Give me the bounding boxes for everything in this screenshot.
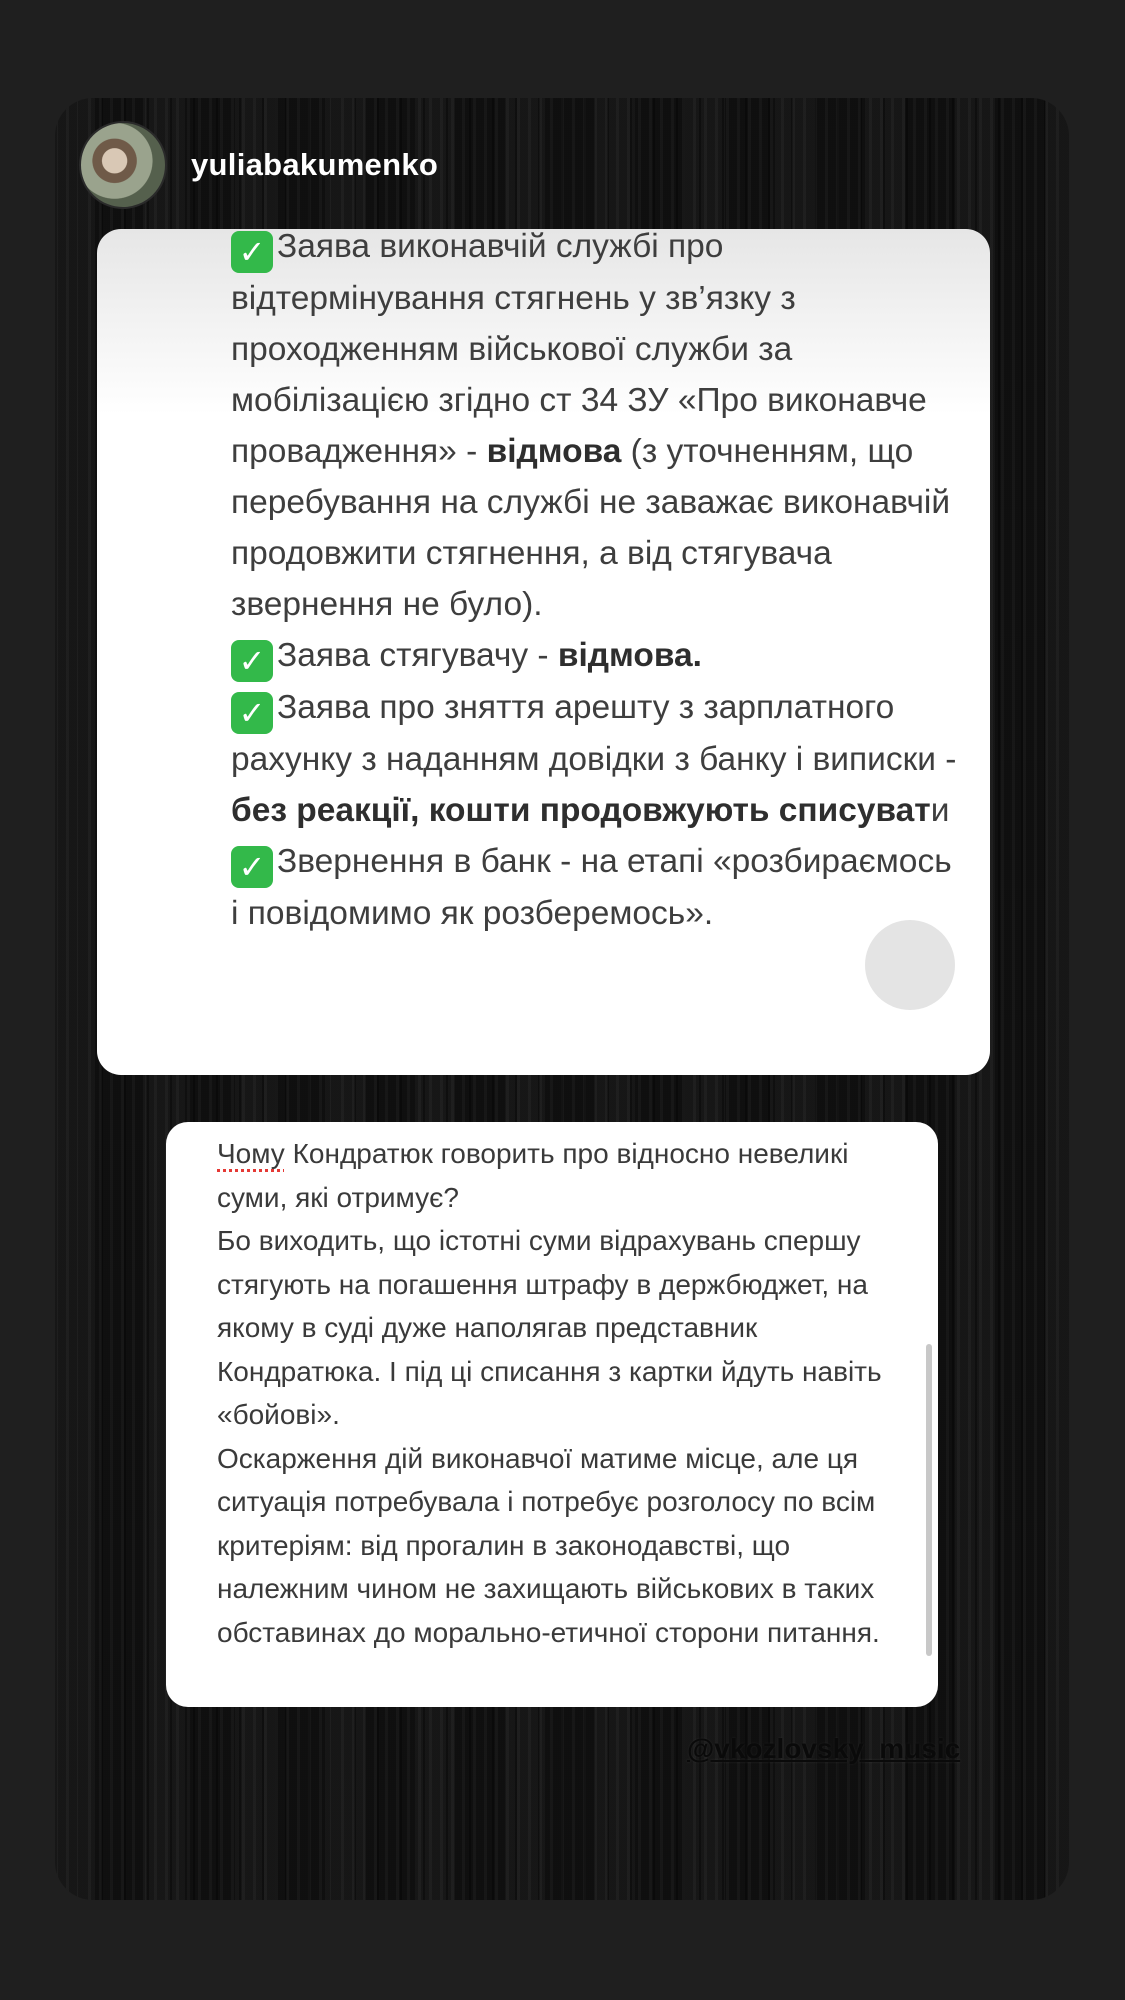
check-mark-icon: ✓	[231, 846, 273, 888]
story-header	[79, 122, 438, 208]
card1-text	[231, 229, 961, 939]
card1-item-1	[231, 229, 961, 630]
card1-item-1-bold: відмова	[486, 433, 622, 470]
username[interactable]: yuliabakumenko	[191, 147, 439, 182]
card2-para-1	[217, 1132, 922, 1219]
card1-item-4-text: Звернення в банк - на етапі «розбираємось і повідомимо як розберемось».	[231, 843, 952, 932]
corner-circle-decoration	[865, 920, 955, 1010]
check-mark-icon: ✓	[231, 640, 273, 682]
card2-para-3: Оскарження дій виконавчої матиме місце, але ця ситуація потребувала і потребує розголосу по всім критеріям: від прогалин в законодавстві, що належним чином не захищають військових в таких обставинах до морально-етичної сторони питання.	[217, 1442, 880, 1648]
screenshot-card-2	[166, 1122, 938, 1707]
card1-item-3-bold: без реакції, кошти продовжують списуват	[231, 792, 931, 829]
card2-text	[217, 1132, 922, 1654]
check-mark-icon: ✓	[231, 231, 273, 273]
card2-first-word: Чому	[217, 1138, 285, 1169]
story-frame	[55, 98, 1069, 1900]
card2-para-2: Бо виходить, що істотні суми відрахувань спершу стягують на погашення штрафу в держбюджет, на якому в суді дуже наполягав представник Кондратюка. І під ці списання з картки йдуть навіть «бойові».	[217, 1225, 882, 1430]
card1-item-3-tail: и	[930, 792, 950, 829]
card1-item-3	[231, 682, 961, 836]
card1-item-4	[231, 836, 961, 939]
scrollbar[interactable]	[926, 1344, 932, 1656]
screenshot-card-1	[97, 229, 990, 1075]
card1-item-2-bold: відмова.	[557, 637, 702, 674]
card1-item-1-tail: (з уточненням, що перебування на службі не заважає виконавчій продовжити стягнення, а від стягувача звернення не було).	[231, 433, 951, 623]
check-mark-icon: ✓	[231, 692, 273, 734]
card1-item-3-text: Заява про зняття арешту з зарплатного рахунку з наданням довідки з банку і виписки -	[231, 689, 957, 778]
card2-first-line-rest: Кондратюк говорить про відносно невеликі суми, які отримує?	[217, 1138, 849, 1213]
card1-item-1-text: Заява виконавчій службі про відтермінування стягнень у зв’язку з проходженням військової служби за мобілізацією згідно ст 34 ЗУ «Про виконавче провадження» -	[231, 229, 927, 470]
card1-item-2-text: Заява стягувачу -	[277, 637, 558, 674]
avatar[interactable]	[79, 121, 167, 209]
watermark-mention[interactable]: @vkozlovsky_music	[687, 1733, 961, 1764]
card1-item-2	[231, 630, 961, 682]
